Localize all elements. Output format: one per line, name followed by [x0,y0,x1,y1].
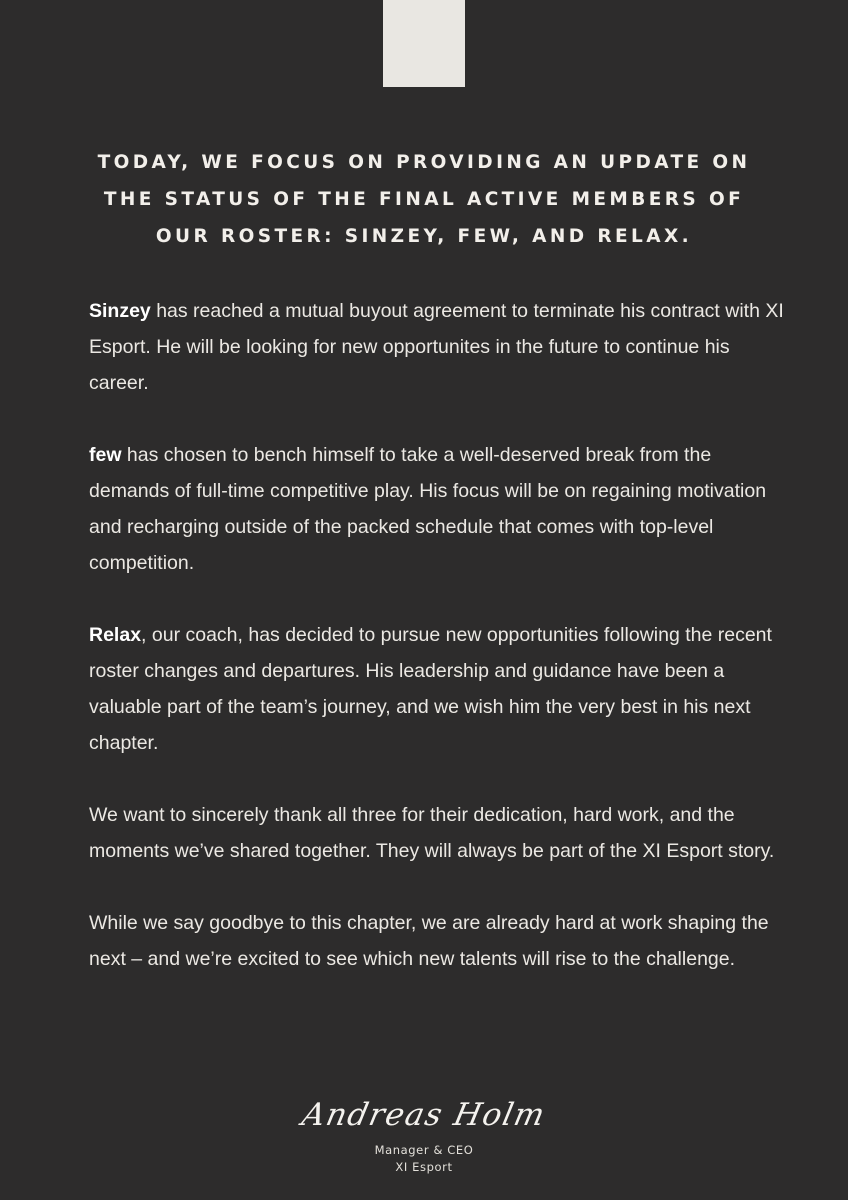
paragraph-relax [89,617,789,761]
announcement-body [89,293,789,977]
signature-organization: XI Esport [395,1160,453,1174]
paragraph-few-text: has chosen to bench himself to take a well-deserved break from the demands of full-time competitive play. His focus will be on regaining motivation and recharging outside of the packed schedule that comes with top-level competition. [89,444,767,574]
signature-role: Manager & CEO [374,1143,474,1157]
paragraph-few [89,437,789,581]
player-name-few: few [89,444,122,466]
headline-line-1: TODAY, WE FOCUS ON PROVIDING AN UPDATE ON [97,152,751,173]
headline-line-3: OUR ROSTER: SINZEY, FEW, AND RELAX. [155,226,693,247]
paragraph-sinzey-text: has reached a mutual buyout agreement to terminate his contract with XI Esport. He will be looking for new opportunites in the future to continue his career. [89,300,784,394]
top-tab-decoration [383,0,465,87]
paragraph-sinzey [89,293,789,401]
signature: Andreas Holm [298,1097,550,1133]
headline [60,144,788,255]
player-name-sinzey: Sinzey [89,300,151,322]
paragraph-relax-text: , our coach, has decided to pursue new opportunities following the recent roster changes and departures. His leadership and guidance have been a valuable part of the team’s journey, and we wish him the very best in his next chapter. [89,624,772,754]
headline-line-2: THE STATUS OF THE FINAL ACTIVE MEMBERS OF [103,189,745,210]
coach-name-relax: Relax [89,624,142,646]
paragraph-thanks: We want to sincerely thank all three for their dedication, hard work, and the moments we’ve shared together. They will always be part of the XI Esport story. [89,804,775,862]
paragraph-closing: While we say goodbye to this chapter, we are already hard at work shaping the next – and we’re excited to see which new talents will rise to the challenge. [89,912,769,970]
